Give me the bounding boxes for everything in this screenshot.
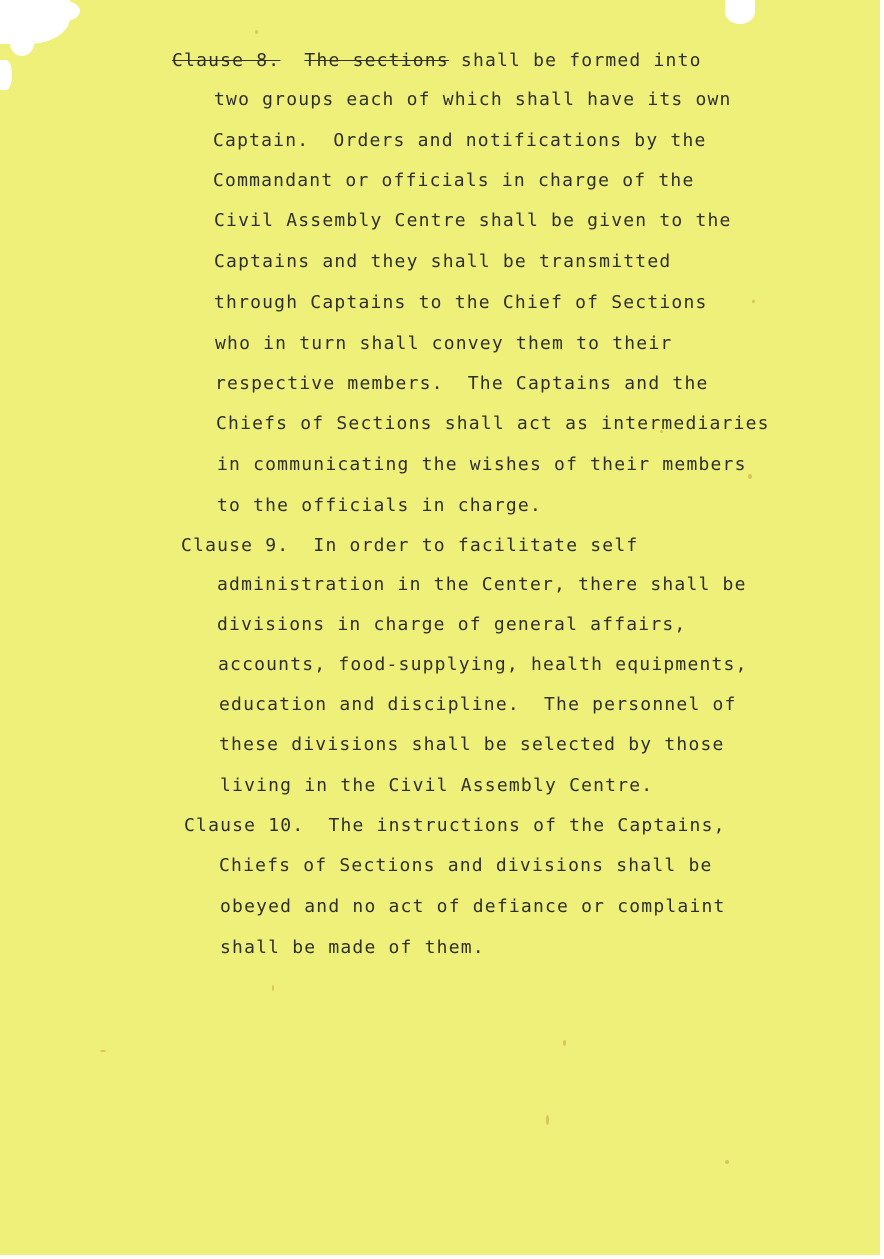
clause-10-line-1-rest: The instructions of the Captains, (304, 815, 726, 836)
clause-10-line: shall be made of them. (220, 937, 485, 958)
clause-10-line: obeyed and no act of defiance or complaint (220, 896, 726, 917)
clause-9-line: these divisions shall be selected by those (219, 734, 725, 755)
clause-8-line: Chiefs of Sections shall act as intermediaries (216, 413, 770, 434)
clause-10-first-line (184, 815, 726, 837)
clause-10-label: Clause 10. (184, 815, 305, 836)
clause-9-first-line (181, 535, 638, 557)
clause-8-line: to the officials in charge. (217, 495, 542, 516)
clause-9-line: divisions in charge of general affairs, (217, 614, 687, 635)
clause-8-first-line (172, 50, 702, 72)
clause-8-line: Captain. Orders and notifications by the (213, 130, 707, 151)
clause-8-line: in communicating the wishes of their members (217, 454, 747, 475)
clause-8-line: Captains and they shall be transmitted (214, 251, 672, 272)
clause-9-line: administration in the Center, there shall be (217, 574, 747, 595)
clause-9-label: Clause 9. (181, 535, 290, 556)
clause-9-line-1-rest: In order to facilitate self (289, 535, 639, 556)
clause-8-line: Civil Assembly Centre shall be given to the (214, 210, 732, 231)
clause-8-line: who in turn shall convey them to their (215, 333, 673, 354)
clause-8-line: two groups each of which shall have its own (214, 89, 732, 110)
clause-8-line-1-rest: shall be formed into (448, 50, 702, 71)
clause-8-struck-text: The sections (304, 50, 449, 71)
clause-9-line: living in the Civil Assembly Centre. (220, 775, 654, 796)
clause-8-label: Clause 8. (172, 50, 281, 71)
clause-8-line: respective members. The Captains and the (215, 373, 709, 394)
clause-8-line: Commandant or officials in charge of the (213, 170, 695, 191)
clause-8-line: through Captains to the Chief of Sections (214, 292, 708, 313)
clause-10-line: Chiefs of Sections and divisions shall be (219, 855, 713, 876)
clause-9-line: education and discipline. The personnel of (219, 694, 737, 715)
clause-9-line: accounts, food-supplying, health equipments, (218, 654, 748, 675)
